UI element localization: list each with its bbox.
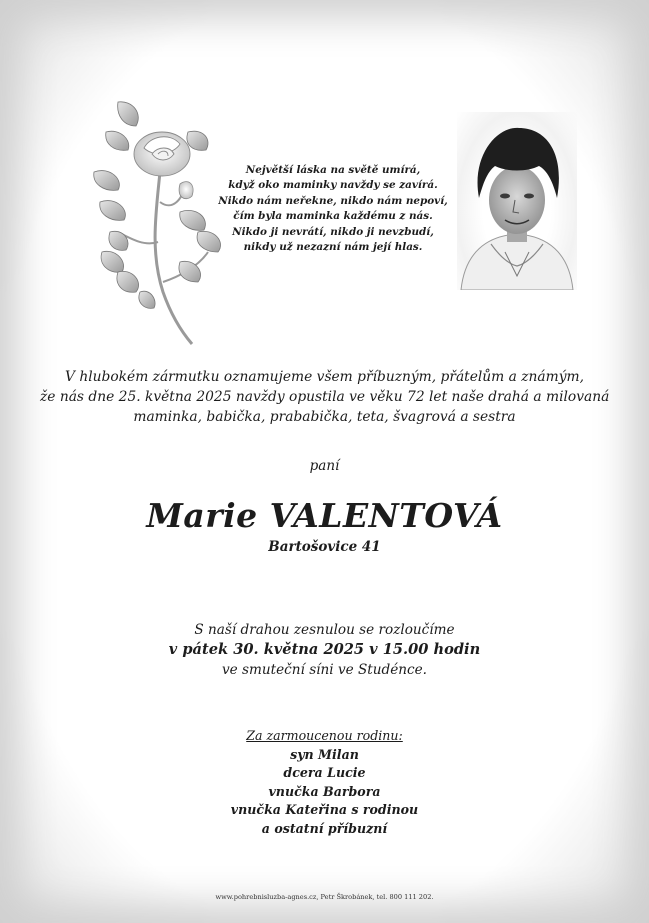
funeral-service-footer: www.pohrebnisluzba-agnes.cz, Petr Škrobánek, tel. 800 111 202. <box>215 893 434 901</box>
deceased-address: Bartošovice 41 <box>268 539 381 555</box>
portrait-photo <box>457 112 577 290</box>
verse-line: Nikdo ji nevrátí, nikdo ji nevzbudí, <box>232 225 434 238</box>
announcement-line: V hlubokém zármutku oznamujeme všem příbuzným, přátelům a známým, <box>65 369 584 385</box>
verse-line: Největší láska na světě umírá, <box>245 164 421 176</box>
funeral-venue: ve smuteční síni ve Studénce. <box>221 662 427 678</box>
deceased-name: Marie VALENTOVÁ <box>146 496 503 535</box>
family-heading: Za zarmoucenou rodinu: <box>246 728 403 743</box>
portrait-icon <box>457 112 577 290</box>
verse-line: Nikdo nám neřekne, nikdo nám nepoví, <box>218 194 448 207</box>
verse-line: čím byla maminka každému z nás. <box>233 210 433 223</box>
salutation: paní <box>309 458 340 474</box>
rose-icon <box>88 92 238 350</box>
funeral-date-time: v pátek 30. května 2025 v 15.00 hodin <box>168 641 481 658</box>
family-member: syn Milan <box>290 746 359 762</box>
verse-line: nikdy už nezazní nám její hlas. <box>243 241 423 254</box>
verse-line: když oko maminky navždy se zavírá. <box>228 179 438 192</box>
family-member: vnučka Barbora <box>268 783 381 799</box>
death-announcement <box>40 367 609 427</box>
family-member: vnučka Kateřina s rodinou <box>230 802 419 817</box>
announcement-line: že nás dne 25. května 2025 navždy opustila ve věku 72 let naše drahá a milovaná <box>40 389 610 405</box>
family-member: a ostatní příbuzní <box>261 820 388 836</box>
funeral-line-intro: S naší drahou zesnulou se rozloučíme <box>194 622 455 638</box>
funeral-info <box>0 620 649 680</box>
memorial-verse <box>218 163 448 255</box>
announcement-line: maminka, babička, prababička, teta, švagrová a sestra <box>133 409 516 425</box>
family-member: dcera Lucie <box>283 765 366 780</box>
family-signatures <box>0 727 649 838</box>
